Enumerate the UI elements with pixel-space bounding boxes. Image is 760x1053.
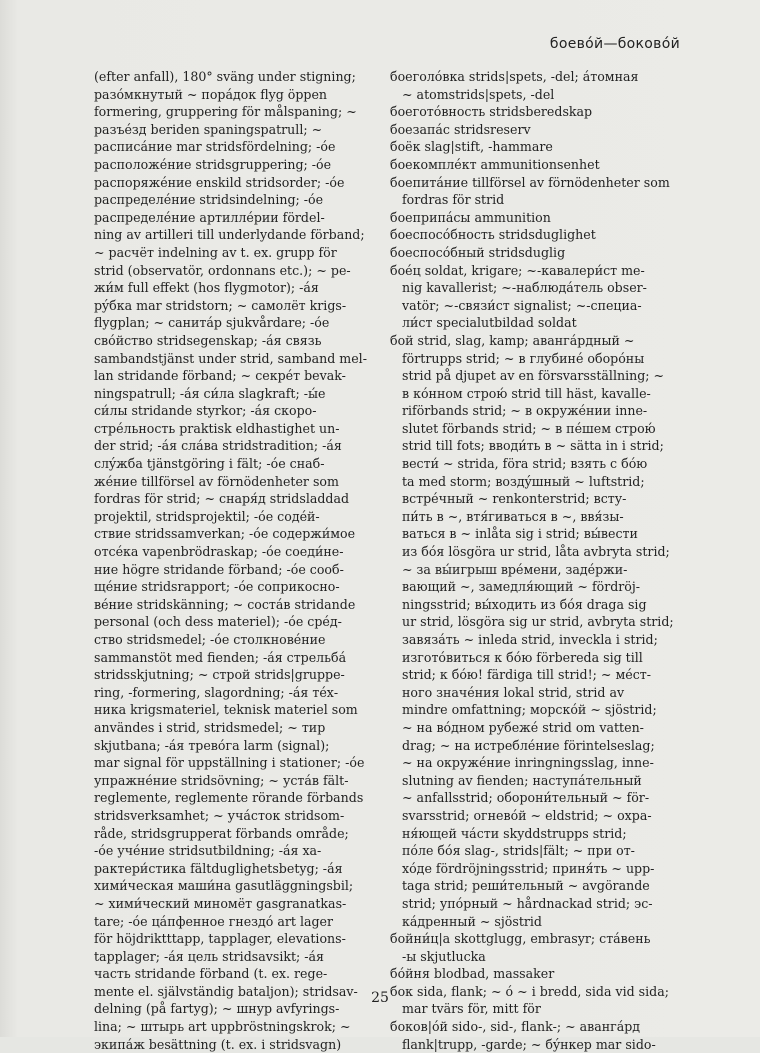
left-column-line: рактери́стика fältduglighetsbetyg; -áя xyxy=(94,860,343,876)
entry-continuation-line: strid till fots; вводи́ть в ~ sätta in i strid; xyxy=(402,438,664,454)
left-column-line: распоряжéние enskild stridsorder; -óе xyxy=(94,174,345,190)
left-column-line: разъéзд beriden spaningspatrull; ~ xyxy=(94,121,323,137)
entry-headword-line: боеспосóбный stridsduglig xyxy=(390,244,566,260)
left-column-line: распределéние артиллéрии fördel- xyxy=(94,209,325,225)
left-column-line: fordras för strid; ~ снаря́д stridsladdad xyxy=(94,491,350,507)
left-column-line: stridsverksamhet; ~ учáсток stridsom- xyxy=(94,807,345,823)
left-column-line: экипáж besättning (t. ex. i stridsvagn) xyxy=(94,1036,342,1052)
left-column-line: ningspatrull; -áя си́ла slagkraft; -ы́е xyxy=(94,385,326,401)
dictionary-entry xyxy=(390,209,680,227)
entry-continuation-line: вающий ~, замедля́ющий ~ fördröj- xyxy=(402,579,641,595)
entry-continuation-line: taga strid; реши́тельный ~ avgörande xyxy=(402,878,650,894)
entry-headword-line: боеспосóбность stridsduglighet xyxy=(390,227,596,243)
entry-continuation-line: nig kavallerist; ~-наблюдáтель obser- xyxy=(402,280,647,296)
entry-continuation-line: förtrupps strid; ~ в глубинé оборóны xyxy=(402,350,645,366)
entry-continuation-line: ли́ст specialutbildad soldat xyxy=(402,315,577,331)
left-column-line: mar signal för uppställning i stationer; -óе xyxy=(94,755,365,771)
left-column-line: си́лы stridande styrkor; -áя скоро- xyxy=(94,403,317,419)
left-column-line: för höjdriktttapp, tapplager, elevations- xyxy=(94,931,346,947)
left-column-line: ring, -formering, slagordning; -áя тéх- xyxy=(94,684,339,700)
dictionary-entry xyxy=(390,930,680,965)
left-column-line: lina; ~ штырь art uppbröstningskrok; ~ xyxy=(94,1019,351,1035)
entry-headword-line: боеготóвность stridsberedskap xyxy=(390,104,593,120)
left-column-line: стрéльность praktisk eldhastighet un- xyxy=(94,420,340,436)
entry-continuation-line: svarsstrid; огневóй ~ eldstrid; ~ охра- xyxy=(402,807,652,823)
left-column-line: часть stridande förband (t. ex. rege- xyxy=(94,966,328,982)
left-column-line: der strid; -áя слáва stridstradition; -áя xyxy=(94,438,342,454)
left-column-line: свóйство stridsegenskap; -áя связь xyxy=(94,332,322,348)
left-column xyxy=(94,68,372,1053)
left-column-line: reglemente, reglemente rörande förbands xyxy=(94,790,364,806)
dictionary-entry xyxy=(390,332,680,930)
dictionary-entry xyxy=(390,965,680,983)
left-column-line: -óе учéние stridsutbildning; -áя ха- xyxy=(94,843,322,859)
entry-headword-line: боеголóвка strids|spets, -del; áтомная xyxy=(390,69,639,84)
entry-headword-line: бой strid, slag, kamp; авангáрдный ~ xyxy=(390,332,635,348)
left-column-line: хими́ческая маши́на gasutläggningsbil; xyxy=(94,878,354,894)
entry-continuation-line: пи́ть в ~, втя́гиваться в ~, ввя́зы- xyxy=(402,508,624,524)
left-column-line: tare; -óе цáпфенное гнездó art lager xyxy=(94,913,334,929)
left-column-line: sammanstöt med fienden; -áя стрельбá xyxy=(94,649,347,665)
entry-continuation-line: ~ atomstrids|spets, -del xyxy=(402,86,555,102)
left-column-line: расположéние stridsgruppering; -óе xyxy=(94,156,332,172)
entry-continuation-line: mar tvärs för, mitt för xyxy=(402,1001,541,1017)
left-column-line: отсéка vapenbrödraskap; -óе соеди́не- xyxy=(94,544,344,560)
entry-continuation-line: mindre omfattning; морскóй ~ sjöstrid; xyxy=(402,702,657,718)
left-column-line: stridsskjutning; ~ строй strids|gruppe- xyxy=(94,667,345,683)
entry-continuation-line: ~ на вóдном рубежé strid om vatten- xyxy=(402,719,644,735)
entry-continuation-line: riförbands strid; ~ в окружéнии inne- xyxy=(402,403,648,419)
dictionary-entry xyxy=(390,138,680,156)
dictionary-entry xyxy=(390,103,680,121)
entry-continuation-line: vatör; ~-связи́ст signalist; ~-специа- xyxy=(402,297,642,313)
entry-headword-line: бóйня blodbad, massaker xyxy=(390,966,555,982)
entry-headword-line: боков|óй sido-, sid-, flank-; ~ авангáрд xyxy=(390,1019,641,1035)
entry-continuation-line: flank|trupp, -garde; ~ бýнкер mar sido- xyxy=(402,1036,656,1052)
left-column-line: råde, stridsgrupperat förbands område; xyxy=(94,825,349,841)
left-column-line: flygplan; ~ санитáр sjukvårdare; -óе xyxy=(94,315,330,331)
running-head: боевóй—боковóй xyxy=(549,36,680,52)
entry-continuation-line: вести́ ~ strida, föra strid; взять с бóю xyxy=(402,456,648,472)
entry-continuation-line: завязáть ~ inleda strid, inveckla i strid; xyxy=(402,632,658,647)
left-column-line: användes i strid, stridsmedel; ~ тир xyxy=(94,719,326,735)
left-column-line: personal (och dess materiel); -óе срéд- xyxy=(94,614,342,630)
entry-headword-line: боеприпáсы ammunition xyxy=(390,209,551,225)
entry-continuation-line: изготóвиться к бóю förbereda sig till xyxy=(402,649,643,665)
entry-continuation-line: ~ на окружéние inringningsslag, inne- xyxy=(402,755,654,771)
entry-headword-line: бойни́ц|а skottglugg, embrasyr; стáвень xyxy=(390,931,651,947)
entry-continuation-line: хóде fördröjningsstrid; приня́ть ~ upp- xyxy=(402,860,655,876)
left-column-line: жéние tillförsel av förnödenheter som xyxy=(94,473,339,489)
entry-continuation-line: ~ за вы́игрыш врéмени, задéржи- xyxy=(402,561,628,577)
left-column-line: ство stridsmedel; -óе столкновéние xyxy=(94,632,326,647)
left-column-line: projektil, stridsprojektil; -óе содéй- xyxy=(94,508,320,524)
entry-continuation-line: fordras för strid xyxy=(402,192,505,208)
left-column-line: mente el. självständig bataljon); stridsav- xyxy=(94,983,358,999)
left-column-line: ствие stridssamverkan; -óе содержи́мое xyxy=(94,526,356,542)
left-column-line: вéние stridskänning; ~ состáв stridande xyxy=(94,596,356,612)
left-column-line: ника krigsmateriel, teknisk materiel som xyxy=(94,702,358,718)
entry-continuation-line: кáдренный ~ sjöstrid xyxy=(402,913,542,929)
entry-continuation-line: ~ anfallsstrid; оборони́тельный ~ för- xyxy=(402,790,650,806)
entry-continuation-line: slutet förbands strid; ~ в пéшем строю́ xyxy=(402,420,656,436)
dictionary-entry xyxy=(390,174,680,209)
left-column-line: ~ хими́ческий миномёт gasgranatkas- xyxy=(94,895,347,911)
entry-continuation-line: из бóя lösgöra ur strid, låta avbryta strid; xyxy=(402,544,670,560)
dictionary-entry xyxy=(390,262,680,332)
entry-continuation-line: -ы skjutlucka xyxy=(402,948,486,964)
entry-continuation-line: strid; упóрный ~ hårdnackad strid; эс- xyxy=(402,895,653,911)
left-column-line: жи́м full effekt (hos flygmotor); -áя xyxy=(94,280,319,296)
entry-headword-line: бок sida, flank; ~ ó ~ i bredd, sida vid sida; xyxy=(390,983,669,999)
left-column-line: skjutbana; -áя тревóга larm (signal); xyxy=(94,737,330,753)
entry-continuation-line: ur strid, lösgöra sig ur strid, avbryta strid; xyxy=(402,614,674,630)
entry-headword-line: боёк slag|stift, -hammare xyxy=(390,139,553,155)
entry-continuation-line: strid på djupet av en försvarsställning; ~ xyxy=(402,368,665,384)
entry-headword-line: боезапáс stridsreserv xyxy=(390,121,531,137)
entry-headword-line: боéц soldat, krigare; ~-кавалери́ст me- xyxy=(390,262,645,278)
left-column-line: (efter anfall), 180° sväng under stigning; xyxy=(94,69,356,84)
page-number: 25 xyxy=(371,990,389,1006)
left-column-line: delning (på fartyg); ~ шнур avfyrings- xyxy=(94,1001,340,1017)
entry-headword-line: боекомплéкт ammunitionsenhet xyxy=(390,156,600,172)
left-column-line: слýжба tjänstgöring i fält; -óе снаб- xyxy=(94,456,325,472)
dictionary-entry xyxy=(390,121,680,139)
left-column-line: strid (observatör, ordonnans etc.); ~ ре- xyxy=(94,262,351,278)
left-column-line: ние högre stridande förband; -óе сооб- xyxy=(94,561,344,577)
dictionary-entry xyxy=(390,244,680,262)
left-column-line: рýбка mar stridstorn; ~ самолёт krigs- xyxy=(94,297,347,313)
dictionary-entry xyxy=(390,156,680,174)
entry-continuation-line: ваться в ~ inlåta sig i strid; вы́вести xyxy=(402,526,638,542)
entry-continuation-line: ня́ющей чáсти skyddstrupps strid; xyxy=(402,825,627,841)
entry-continuation-line: встрéчный ~ renkonterstrid; всту- xyxy=(402,491,627,507)
left-column-line: ning av artilleri till underlydande förband; xyxy=(94,227,365,243)
entry-continuation-line: drag; ~ на истреблéние förintelseslag; xyxy=(402,737,655,753)
entry-headword-line: боепитáние tillförsel av förnödenheter som xyxy=(390,174,670,190)
left-column-line: formering, gruppering för målspaning; ~ xyxy=(94,104,357,120)
left-column-line: расписáние mar stridsfördelning; -óе xyxy=(94,139,336,155)
left-column-line: щéние stridsrapport; -óе соприкосно- xyxy=(94,579,340,595)
right-column xyxy=(390,68,680,1053)
entry-continuation-line: ного значéния lokal strid, strid av xyxy=(402,684,625,700)
entry-continuation-line: пóле бóя slag-, strids|fält; ~ при от- xyxy=(402,843,635,859)
left-column-line: tapplager; -áя цель stridsavsikt; -áя xyxy=(94,948,324,964)
dictionary-entry xyxy=(390,226,680,244)
dictionary-entry xyxy=(390,68,680,103)
left-column-line: разóмкнутый ~ порáдок flyg öppen xyxy=(94,86,328,102)
entry-continuation-line: slutning av fienden; наступáтельный xyxy=(402,772,642,788)
left-column-line: lan stridande förband; ~ секрéт bevak- xyxy=(94,368,346,384)
entry-continuation-line: strid; к бóю! färdiga till strid!; ~ мéст- xyxy=(402,667,651,683)
left-column-line: ~ расчёт indelning av t. ex. grupp för xyxy=(94,244,337,260)
dictionary-entry xyxy=(390,1018,680,1053)
left-column-line: упражнéние stridsövning; ~ устáв fält- xyxy=(94,772,349,788)
left-column-line: sambandstjänst under strid, samband mel- xyxy=(94,350,367,366)
entry-continuation-line: в кóнном строю́ strid till häst, kavalle- xyxy=(402,385,651,401)
entry-continuation-line: ta med storm; воздýшный ~ luftstrid; xyxy=(402,473,645,489)
left-column-line: распределéние stridsindelning; -óе xyxy=(94,192,324,208)
entry-continuation-line: ningsstrid; вы́ходить из бóя draga sig xyxy=(402,596,647,612)
